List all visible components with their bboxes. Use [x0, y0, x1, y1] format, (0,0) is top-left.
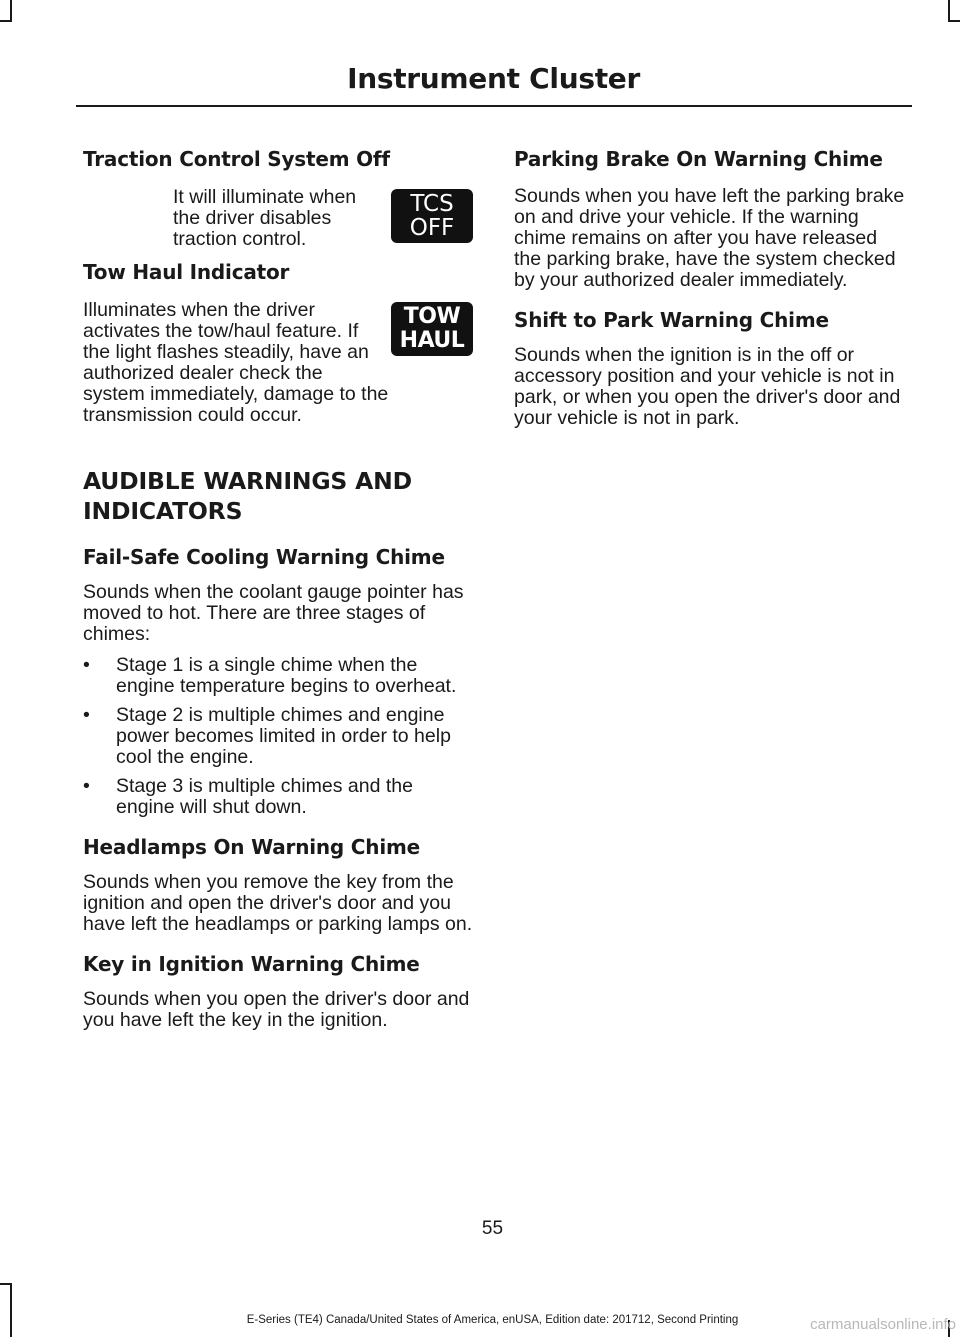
failsafe-heading: Fail-Safe Cooling Warning Chime [83, 545, 445, 569]
tow-block [83, 300, 475, 426]
tow-body: Illuminates when the driver activates the tow/haul feature. If the light flashes steadily, have an authorized dealer check the system immediately, damage to the transmission could occur. [83, 299, 389, 426]
watermark: carmanualsonline.info [810, 1316, 956, 1333]
page-number: 55 [481, 1218, 504, 1239]
crop-mark [10, 1283, 12, 1337]
tcs-heading: Traction Control System Off [83, 147, 390, 171]
list-item: • Stage 2 is multiple chimes and engine power becomes limited in order to help cool the engine. [83, 705, 475, 768]
tcs-block [83, 187, 475, 251]
headlamps-body: Sounds when you remove the key from the ignition and open the driver's door and you have left the headlamps or parking lamps on. [83, 871, 473, 935]
list-item: • Stage 1 is a single chime when the engine temperature begins to overheat. [83, 655, 475, 697]
section-title [83, 466, 475, 526]
edition-info: E-Series (TE4) Canada/United States of America, enUSA, Edition date: 201712, Second Printing [246, 1314, 739, 1326]
tcs-body: It will illuminate when the driver disables traction control. [173, 186, 357, 250]
left-column [83, 140, 475, 1031]
shift-park-body: Sounds when the ignition is in the off or accessory position and your vehicle is not in park, or when you open the driver's door and your vehicle is not in park. [514, 344, 901, 429]
headlamps-heading: Headlamps On Warning Chime [83, 835, 420, 859]
tow-haul-icon [391, 302, 473, 356]
section-title-line-1: AUDIBLE WARNINGS AND [83, 467, 412, 495]
tow-heading: Tow Haul Indicator [83, 260, 290, 284]
crop-mark [0, 20, 12, 22]
section-title-line-2: INDICATORS [83, 497, 243, 525]
tow-icon-line-1: TOW [403, 304, 461, 329]
failsafe-body: Sounds when the coolant gauge pointer has moved to hot. There are three stages of chimes: [83, 581, 464, 645]
right-column [514, 140, 908, 429]
failsafe-stage-list [83, 655, 475, 818]
tcs-icon-line-1: TCS [410, 191, 454, 217]
tow-icon-line-2: HAUL [399, 328, 465, 353]
parking-brake-heading: Parking Brake On Warning Chime [514, 147, 883, 171]
crop-mark [0, 1283, 12, 1285]
crop-mark [948, 20, 960, 22]
list-item: • Stage 3 is multiple chimes and the engine will shut down. [83, 776, 475, 818]
parking-brake-body: Sounds when you have left the parking brake on and drive your vehicle. If the warning chime remains on after you have released the parking brake, have the system checked by your authorized dealer immediately. [514, 185, 905, 291]
key-heading: Key in Ignition Warning Chime [83, 952, 420, 976]
crop-mark [10, 0, 12, 22]
crop-mark [948, 0, 950, 22]
page-title: Instrument Cluster [347, 62, 640, 95]
tcs-icon-line-2: OFF [409, 215, 455, 241]
shift-park-heading: Shift to Park Warning Chime [514, 308, 829, 332]
tcs-off-icon [391, 189, 473, 243]
header-divider [76, 105, 912, 107]
key-body: Sounds when you open the driver's door and you have left the key in the ignition. [83, 988, 470, 1031]
